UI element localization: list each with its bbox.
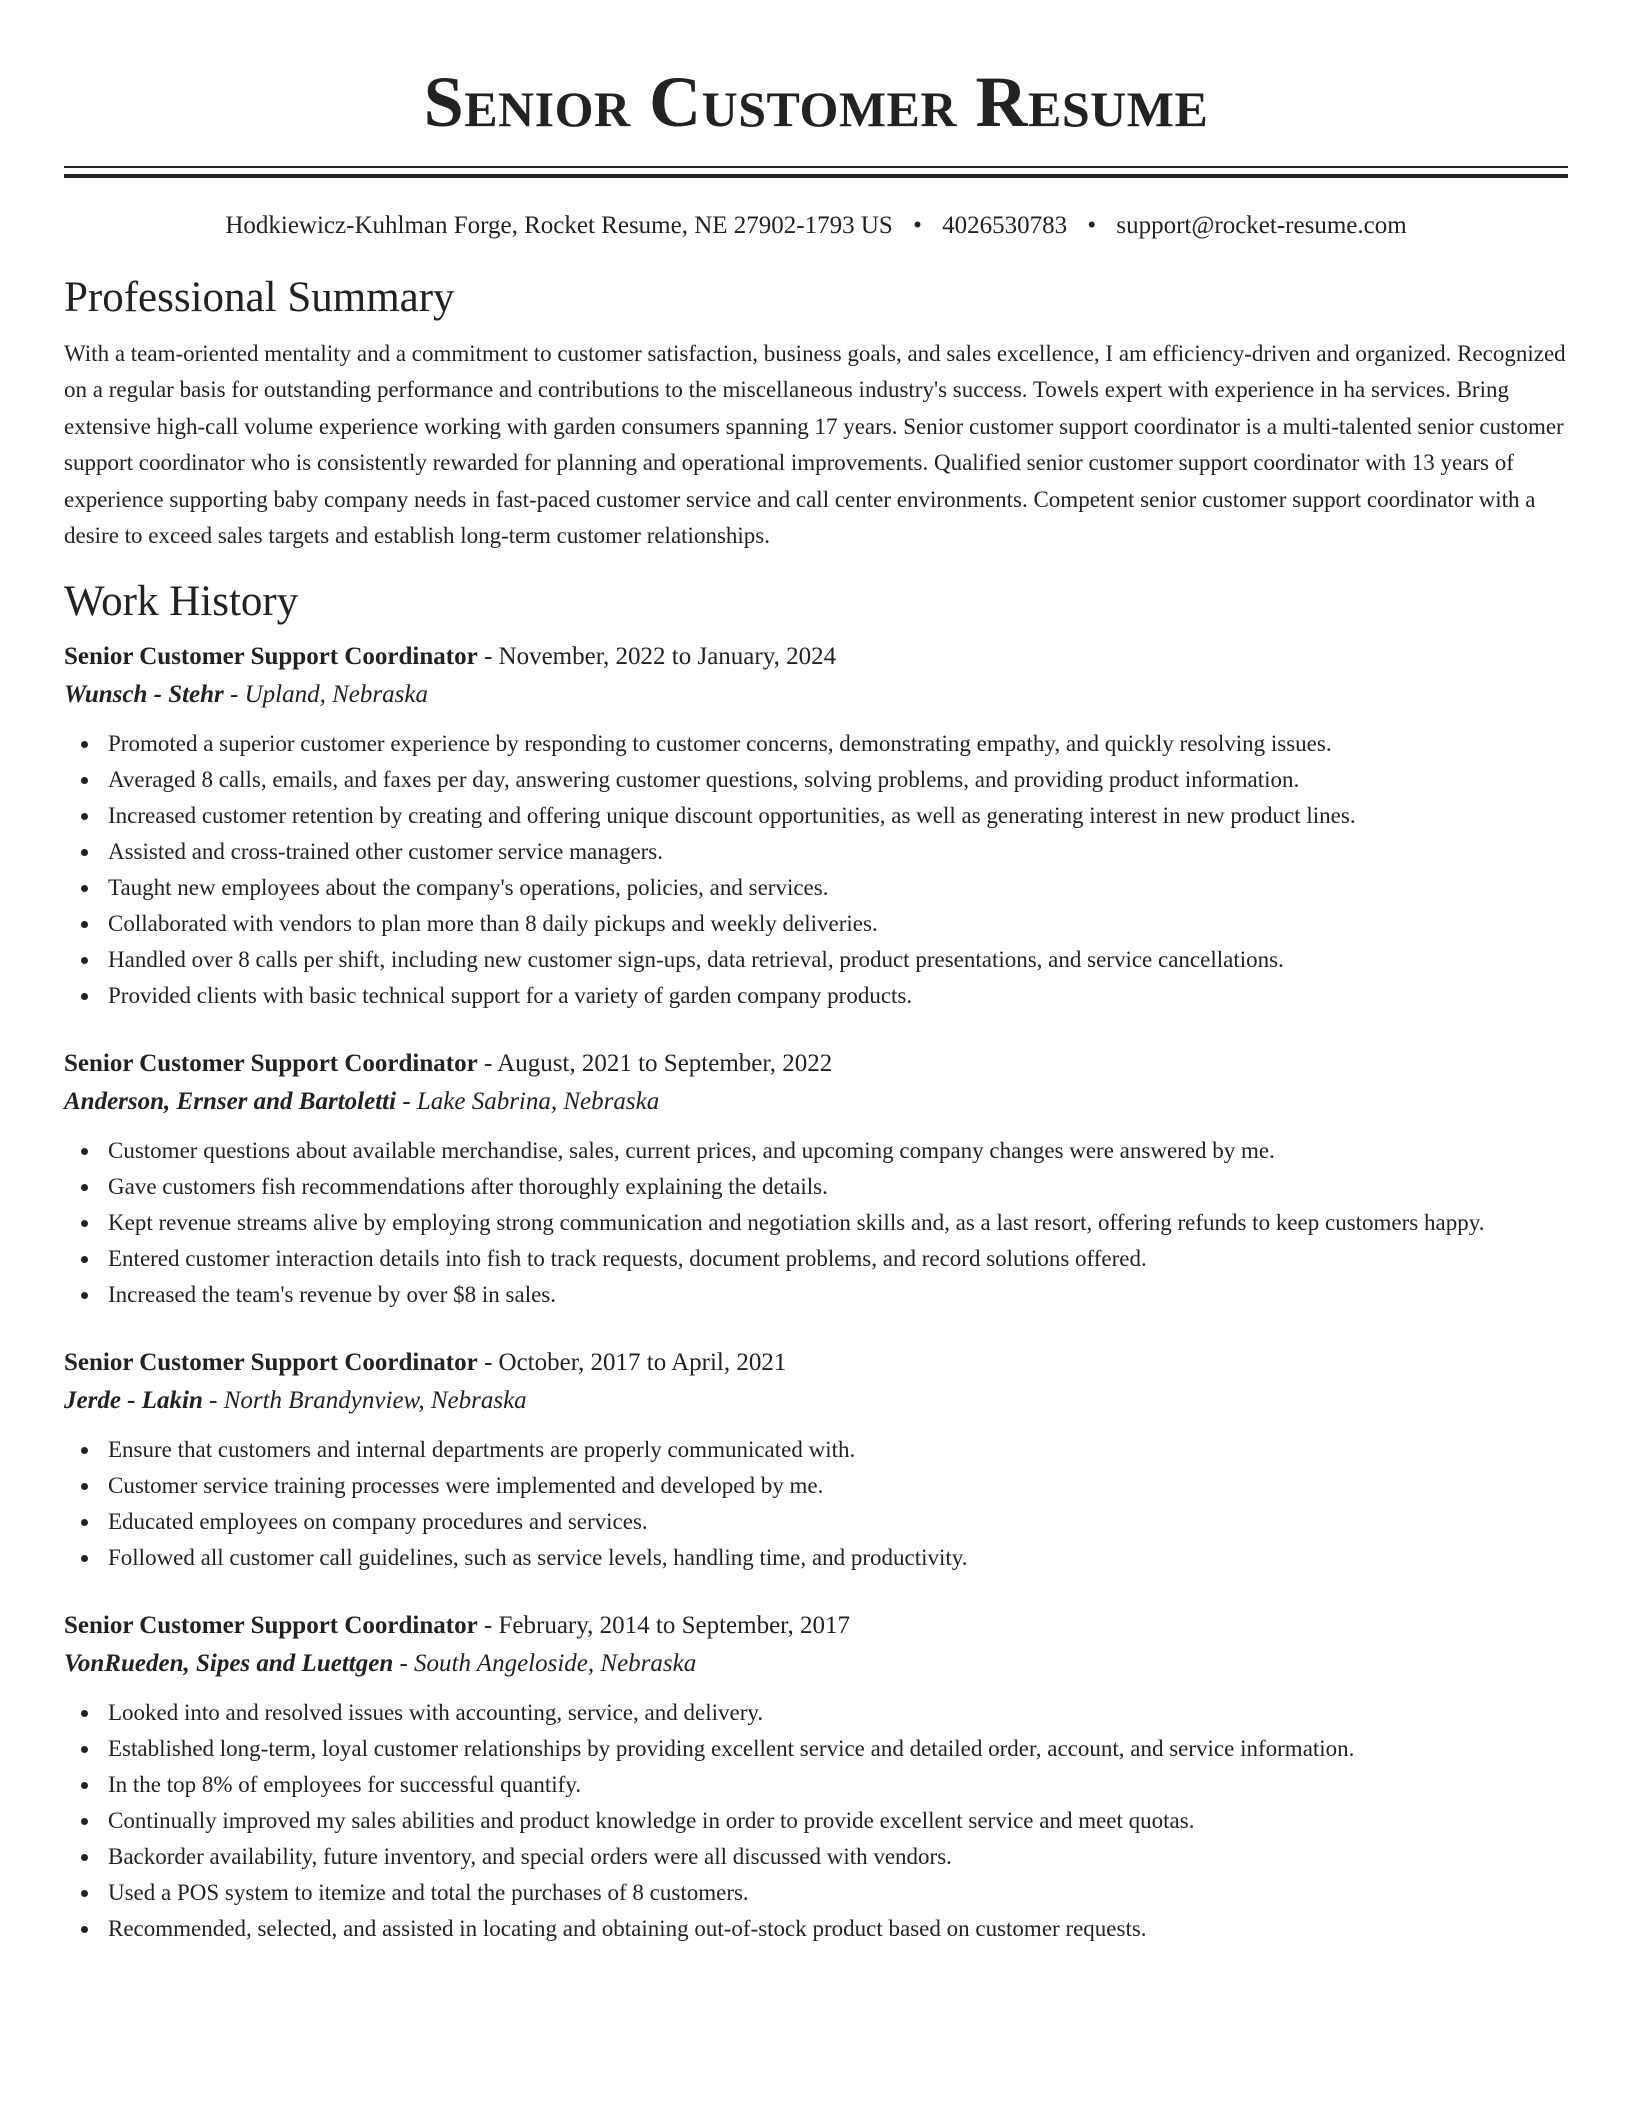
- job-company: Jerde - Lakin: [64, 1387, 203, 1415]
- bullet-text: Averaged 8 calls, emails, and faxes per day, answering customer questions, solving problems, and providing product information.: [108, 767, 1300, 793]
- job-bullet-list: [64, 1432, 1568, 1576]
- job-entry: [64, 1045, 1568, 1313]
- bullet-icon: [81, 1854, 88, 1861]
- bullet-icon: [81, 1148, 88, 1155]
- job-role: Senior Customer Support Coordinator: [64, 1349, 478, 1377]
- job-title-line: [64, 1607, 1568, 1645]
- job-dates: - February, 2014 to September, 2017: [477, 1612, 850, 1640]
- job-location: - Upland, Nebraska: [223, 681, 428, 709]
- contact-address: Hodkiewicz-Kuhlman Forge, Rocket Resume, NE 27902-1793 US: [225, 212, 893, 239]
- list-item: [108, 1468, 1568, 1504]
- list-item: [108, 798, 1568, 834]
- bullet-icon: [81, 1926, 88, 1933]
- job-company: VonRueden, Sipes and Luettgen: [64, 1650, 394, 1678]
- list-item: [108, 1839, 1568, 1875]
- list-item: [108, 1205, 1568, 1241]
- bullet-text: Promoted a superior customer experience by responding to customer concerns, demonstrating empathy, and quickly resolving issues.: [108, 731, 1332, 757]
- list-item: [108, 834, 1568, 870]
- bullet-text: Recommended, selected, and assisted in locating and obtaining out-of-stock product based on customer requests.: [108, 1916, 1147, 1942]
- bullet-icon: [81, 1184, 88, 1191]
- list-item: [108, 1169, 1568, 1205]
- bullet-text: Kept revenue streams alive by employing strong communication and negotiation skills and, as a last resort, offering refunds to keep customers happy.: [108, 1210, 1485, 1236]
- list-item: [108, 1133, 1568, 1169]
- bullet-icon: [81, 921, 88, 928]
- bullet-text: Assisted and cross-trained other customer service managers.: [108, 839, 664, 865]
- bullet-text: Collaborated with vendors to plan more than 8 daily pickups and weekly deliveries.: [108, 911, 878, 937]
- bullet-text: Backorder availability, future inventory, and special orders were all discussed with vendors.: [108, 1844, 952, 1870]
- job-company: Anderson, Ernser and Bartoletti: [64, 1088, 397, 1116]
- bullet-icon: [81, 1483, 88, 1490]
- job-location: - North Brandynview, Nebraska: [202, 1387, 527, 1415]
- bullet-icon: [81, 1710, 88, 1717]
- resume-title: Senior Customer Resume: [423, 62, 1209, 142]
- job-title-line: [64, 638, 1568, 676]
- bullet-text: Entered customer interaction details into fish to track requests, document problems, and record solutions offered.: [108, 1246, 1147, 1272]
- job-bullet-list: [64, 726, 1568, 1014]
- list-item: [108, 1277, 1568, 1313]
- job-entry: [64, 1344, 1568, 1576]
- bullet-text: Ensure that customers and internal departments are properly communicated with.: [108, 1437, 856, 1463]
- bullet-icon: [81, 1519, 88, 1526]
- list-item: [108, 1767, 1568, 1803]
- bullet-text: In the top 8% of employees for successful quantify.: [108, 1772, 582, 1798]
- job-role: Senior Customer Support Coordinator: [64, 643, 478, 671]
- bullet-icon: [81, 1818, 88, 1825]
- job-company: Wunsch - Stehr: [64, 681, 224, 709]
- bullet-text: Continually improved my sales abilities and product knowledge in order to provide excellent service and meet quotas.: [108, 1808, 1195, 1834]
- bullet-icon: [81, 741, 88, 748]
- list-item: [108, 1875, 1568, 1911]
- bullet-text: Established long-term, loyal customer relationships by providing excellent service and detailed order, account, and service information.: [108, 1736, 1355, 1762]
- bullet-text: Followed all customer call guidelines, such as service levels, handling time, and productivity.: [108, 1545, 968, 1571]
- job-company-line: [64, 1382, 1568, 1420]
- bullet-text: Increased customer retention by creating and offering unique discount opportunities, as well as generating interest in new product lines.: [108, 803, 1356, 829]
- list-item: [108, 1540, 1568, 1576]
- job-entry: [64, 638, 1568, 1014]
- job-location: - Lake Sabrina, Nebraska: [396, 1088, 660, 1116]
- list-item: [108, 1504, 1568, 1540]
- contact-phone: 4026530783: [942, 212, 1068, 239]
- list-item: [108, 870, 1568, 906]
- summary-text: With a team-oriented mentality and a commitment to customer satisfaction, business goals, and sales excellence, I am efficiency-driven and organized. Recognized on a regular basis for outstanding performance and contributions to the miscellaneous industry's success. Towels expert with experience in ha services. Bring extensive high-call volume experience working with garden consumers spanning 17 years. Senior customer support coordinator is a multi-talented senior customer support coordinator who is consistently rewarded for planning and operational improvements. Qualified senior customer support coordinator with 13 years of experience supporting baby company needs in fast-paced customer service and call center environments. Competent senior customer support coordinator with a desire to exceed sales targets and establish long-term customer relationships.: [64, 341, 1566, 549]
- job-bullet-list: [64, 1695, 1568, 1947]
- bullet-icon: [81, 957, 88, 964]
- bullet-text: Handled over 8 calls per shift, including new customer sign-ups, data retrieval, product presentations, and service cancellations.: [108, 947, 1284, 973]
- bullet-icon: [81, 1256, 88, 1263]
- list-item: [108, 1432, 1568, 1468]
- bullet-icon: [81, 1292, 88, 1299]
- job-dates: - October, 2017 to April, 2021: [477, 1349, 787, 1377]
- job-title-line: [64, 1344, 1568, 1382]
- job-bullet-list: [64, 1133, 1568, 1313]
- job-company-line: [64, 1083, 1568, 1121]
- bullet-icon: [81, 1782, 88, 1789]
- bullet-text: Educated employees on company procedures and services.: [108, 1509, 648, 1535]
- bullet-icon: [81, 993, 88, 1000]
- contact-separator: •: [913, 212, 922, 239]
- title-divider: [64, 166, 1568, 178]
- contact-line: [64, 210, 1568, 242]
- bullet-icon: [81, 1447, 88, 1454]
- bullet-text: Increased the team's revenue by over $8 in sales.: [108, 1282, 556, 1308]
- bullet-icon: [81, 885, 88, 892]
- contact-email: support@rocket-resume.com: [1116, 212, 1407, 239]
- work-history-heading: Work History: [64, 578, 299, 626]
- job-role: Senior Customer Support Coordinator: [64, 1050, 478, 1078]
- list-item: [108, 1911, 1568, 1947]
- summary-heading: Professional Summary: [64, 274, 455, 321]
- job-location: - South Angeloside, Nebraska: [393, 1650, 697, 1678]
- bullet-text: Looked into and resolved issues with accounting, service, and delivery.: [108, 1700, 764, 1726]
- bullet-text: Used a POS system to itemize and total the purchases of 8 customers.: [108, 1880, 749, 1906]
- contact-separator: •: [1087, 212, 1097, 239]
- bullet-icon: [81, 849, 88, 856]
- bullet-icon: [81, 1746, 88, 1753]
- bullet-text: Provided clients with basic technical support for a variety of garden company products.: [108, 983, 913, 1009]
- list-item: [108, 942, 1568, 978]
- bullet-icon: [81, 813, 88, 820]
- job-role: Senior Customer Support Coordinator: [64, 1612, 478, 1640]
- list-item: [108, 978, 1568, 1014]
- job-company-line: [64, 676, 1568, 714]
- bullet-icon: [81, 1890, 88, 1897]
- job-company-line: [64, 1645, 1568, 1683]
- list-item: [108, 1695, 1568, 1731]
- job-title-line: [64, 1045, 1568, 1083]
- work-history-list: [64, 638, 1568, 1947]
- list-item: [108, 1731, 1568, 1767]
- bullet-text: Customer questions about available merchandise, sales, current prices, and upcoming company changes were answered by me.: [108, 1138, 1275, 1164]
- list-item: [108, 1241, 1568, 1277]
- list-item: [108, 1803, 1568, 1839]
- bullet-text: Taught new employees about the company's operations, policies, and services.: [108, 875, 829, 901]
- job-entry: [64, 1607, 1568, 1947]
- list-item: [108, 726, 1568, 762]
- bullet-icon: [81, 777, 88, 784]
- bullet-icon: [81, 1220, 88, 1227]
- job-dates: - November, 2022 to January, 2024: [477, 643, 837, 671]
- job-dates: - August, 2021 to September, 2022: [477, 1050, 833, 1078]
- bullet-text: Gave customers fish recommendations after thoroughly explaining the details.: [108, 1174, 828, 1200]
- bullet-icon: [81, 1555, 88, 1562]
- list-item: [108, 762, 1568, 798]
- bullet-text: Customer service training processes were implemented and developed by me.: [108, 1473, 824, 1499]
- list-item: [108, 906, 1568, 942]
